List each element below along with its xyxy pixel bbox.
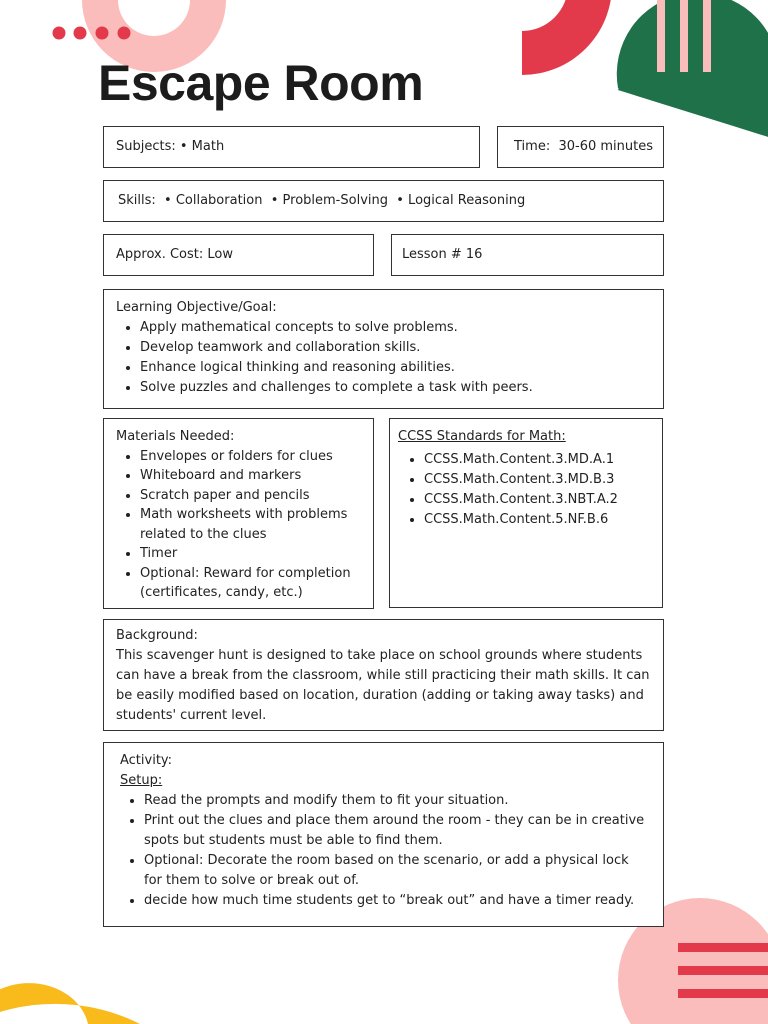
list-item: • Timer [140,544,361,564]
objective-heading: Learning Objective/Goal: [116,300,277,315]
activity-heading: Activity: [120,753,173,768]
activity-subheading: Setup: [120,773,163,788]
standards-heading: CCSS Standards for Math: [398,429,566,444]
yellow-arc-icon [0,983,140,1024]
list-item: • Envelopes or folders for clues [140,447,361,467]
list-item: • CCSS.Math.Content.5.NF.B.6 [424,510,654,530]
objective-box [103,289,664,409]
dot-icon [96,27,109,40]
list-item: • Optional: Reward for completion (certificates, candy, etc.) [140,564,361,603]
time-box [497,126,664,168]
page-title: Escape Room [98,55,424,111]
lesson-box [391,234,664,276]
list-item: • CCSS.Math.Content.3.MD.B.3 [424,470,654,490]
materials-heading: Materials Needed: [116,429,235,444]
list-item: • Whiteboard and markers [140,466,361,486]
subjects-box [103,126,480,168]
red-line-icon [678,989,768,998]
list-item: • Enhance logical thinking and reasoning abilities. [140,358,651,378]
list-item: • Develop teamwork and collaboration skills. [140,338,651,358]
skills-box [103,180,664,222]
dot-icon [74,27,87,40]
materials-box [103,418,374,609]
background-box [103,619,664,731]
subjects-text: Subjects: • Math [116,139,225,154]
dot-icon [118,27,131,40]
red-crescent-icon [522,0,612,75]
pink-bar-icon [703,0,711,72]
dot-icon [53,27,66,40]
list-item: • Optional: Decorate the room based on the scenario, or add a physical lock for them to solve or break out of. [144,851,647,891]
list-item: • Math worksheets with problems related to the clues [140,505,361,544]
cost-box [103,234,374,276]
background-text: This scavenger hunt is designed to take place on school grounds where students can have a break from the classroom, while still practicing their math skills. It can be easily modified based on location, duration (adding or taking away tasks) and students' current level. [116,648,650,723]
list-item: • Apply mathematical concepts to solve problems. [140,318,651,338]
list-item: • Read the prompts and modify them to fit your situation. [144,791,647,811]
activity-list [120,791,647,911]
list-item: • CCSS.Math.Content.3.NBT.A.2 [424,490,654,510]
background-heading: Background: [116,628,198,643]
list-item: • Scratch paper and pencils [140,486,361,506]
time-text: Time: 30-60 minutes [514,139,653,154]
cost-text: Approx. Cost: Low [116,247,233,262]
pink-bar-icon [680,0,688,72]
list-item: • CCSS.Math.Content.3.MD.A.1 [424,450,654,470]
list-item: • Print out the clues and place them around the room - they can be in creative spots but students must be able to find them. [144,811,647,851]
skills-text: Skills: • Collaboration • Problem-Solving • Logical Reasoning [118,193,526,208]
standards-list [398,450,654,530]
list-item: • Solve puzzles and challenges to complete a task with peers. [140,378,651,398]
activity-box [103,742,664,927]
objective-list [116,318,651,398]
materials-list [116,447,361,603]
pink-bar-icon [657,0,665,72]
standards-box [389,418,663,608]
red-line-icon [678,943,768,952]
list-item: • decide how much time students get to “break out” and have a timer ready. [144,891,647,911]
red-line-icon [678,966,768,975]
lesson-text: Lesson # 16 [402,247,483,262]
